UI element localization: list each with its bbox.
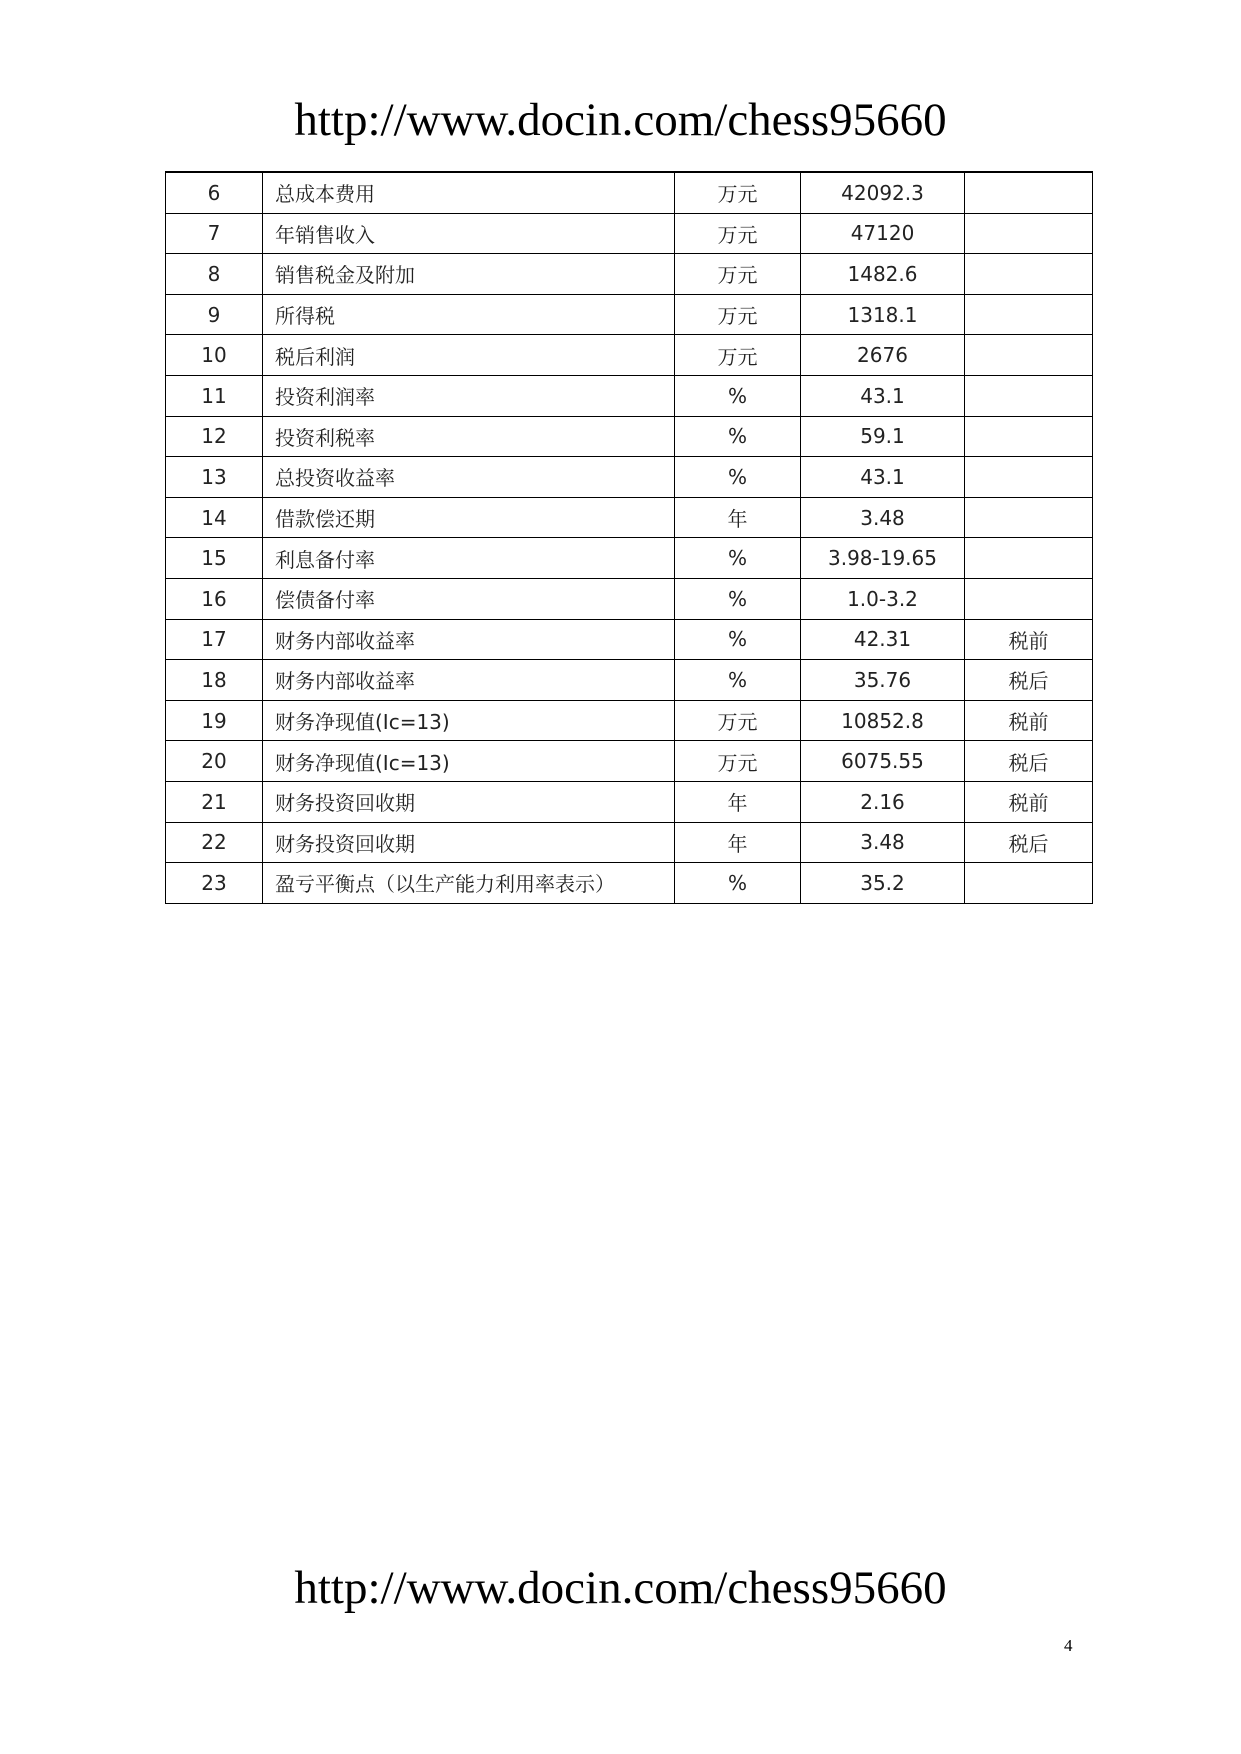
value-cell: 42.31 — [801, 619, 965, 660]
note-cell — [965, 416, 1093, 457]
unit-cell: % — [675, 863, 801, 904]
unit-cell: 年 — [675, 822, 801, 863]
unit-cell: % — [675, 416, 801, 457]
row-number-cell: 13 — [166, 457, 263, 498]
row-number-cell: 18 — [166, 660, 263, 701]
row-number-cell: 20 — [166, 741, 263, 782]
indicator-table — [165, 171, 1093, 904]
unit-cell: 万元 — [675, 335, 801, 376]
note-cell — [965, 578, 1093, 619]
value-cell: 42092.3 — [801, 172, 965, 213]
row-number-cell: 23 — [166, 863, 263, 904]
note-cell — [965, 497, 1093, 538]
item-name-cell: 利息备付率 — [263, 538, 675, 579]
table-row — [166, 294, 1093, 335]
unit-cell: 万元 — [675, 741, 801, 782]
item-name-cell: 财务投资回收期 — [263, 822, 675, 863]
table-row — [166, 741, 1093, 782]
row-number-cell: 8 — [166, 254, 263, 295]
note-cell — [965, 863, 1093, 904]
note-cell: 税后 — [965, 741, 1093, 782]
item-name-cell: 偿债备付率 — [263, 578, 675, 619]
value-cell: 3.98-19.65 — [801, 538, 965, 579]
value-cell: 35.76 — [801, 660, 965, 701]
row-number-cell: 22 — [166, 822, 263, 863]
table-row — [166, 619, 1093, 660]
value-cell: 47120 — [801, 213, 965, 254]
row-number-cell: 7 — [166, 213, 263, 254]
note-cell: 税前 — [965, 700, 1093, 741]
item-name-cell: 销售税金及附加 — [263, 254, 675, 295]
table-row — [166, 497, 1093, 538]
value-cell: 2676 — [801, 335, 965, 376]
item-name-cell: 盈亏平衡点（以生产能力利用率表示） — [263, 863, 675, 904]
table-row — [166, 538, 1093, 579]
table-row — [166, 172, 1093, 213]
row-number-cell: 14 — [166, 497, 263, 538]
item-name-cell: 财务净现值(Ic=13) — [263, 741, 675, 782]
table-row — [166, 578, 1093, 619]
value-cell: 6075.55 — [801, 741, 965, 782]
table-row — [166, 213, 1093, 254]
item-name-cell: 财务净现值(Ic=13) — [263, 700, 675, 741]
item-name-cell: 财务内部收益率 — [263, 660, 675, 701]
value-cell: 43.1 — [801, 375, 965, 416]
unit-cell: 年 — [675, 781, 801, 822]
value-cell: 10852.8 — [801, 700, 965, 741]
unit-cell: % — [675, 619, 801, 660]
unit-cell: % — [675, 578, 801, 619]
row-number-cell: 11 — [166, 375, 263, 416]
note-cell — [965, 172, 1093, 213]
table-row — [166, 822, 1093, 863]
note-cell — [965, 213, 1093, 254]
table-row — [166, 416, 1093, 457]
header-url: http://www.docin.com/chess95660 — [294, 94, 947, 146]
note-cell — [965, 538, 1093, 579]
item-name-cell: 借款偿还期 — [263, 497, 675, 538]
item-name-cell: 总成本费用 — [263, 172, 675, 213]
note-cell: 税前 — [965, 781, 1093, 822]
unit-cell: % — [675, 538, 801, 579]
footer-url: http://www.docin.com/chess95660 — [294, 1562, 947, 1614]
note-cell: 税后 — [965, 822, 1093, 863]
row-number-cell: 17 — [166, 619, 263, 660]
row-number-cell: 10 — [166, 335, 263, 376]
note-cell: 税前 — [965, 619, 1093, 660]
row-number-cell: 16 — [166, 578, 263, 619]
table-row — [166, 375, 1093, 416]
table-row — [166, 254, 1093, 295]
value-cell: 43.1 — [801, 457, 965, 498]
unit-cell: 万元 — [675, 254, 801, 295]
note-cell — [965, 335, 1093, 376]
value-cell: 1318.1 — [801, 294, 965, 335]
row-number-cell: 19 — [166, 700, 263, 741]
row-number-cell: 9 — [166, 294, 263, 335]
value-cell: 3.48 — [801, 497, 965, 538]
unit-cell: 万元 — [675, 213, 801, 254]
item-name-cell: 财务投资回收期 — [263, 781, 675, 822]
table-row — [166, 863, 1093, 904]
page-number: 4 — [1064, 1636, 1073, 1655]
table-row — [166, 660, 1093, 701]
note-cell — [965, 254, 1093, 295]
table-row — [166, 781, 1093, 822]
unit-cell: 万元 — [675, 172, 801, 213]
table-body — [166, 172, 1093, 903]
item-name-cell: 财务内部收益率 — [263, 619, 675, 660]
item-name-cell: 投资利税率 — [263, 416, 675, 457]
unit-cell: % — [675, 457, 801, 498]
row-number-cell: 12 — [166, 416, 263, 457]
row-number-cell: 6 — [166, 172, 263, 213]
note-cell — [965, 294, 1093, 335]
value-cell: 3.48 — [801, 822, 965, 863]
note-cell — [965, 457, 1093, 498]
unit-cell: 万元 — [675, 700, 801, 741]
note-cell: 税后 — [965, 660, 1093, 701]
value-cell: 1.0-3.2 — [801, 578, 965, 619]
value-cell: 2.16 — [801, 781, 965, 822]
unit-cell: 万元 — [675, 294, 801, 335]
unit-cell: % — [675, 660, 801, 701]
unit-cell: 年 — [675, 497, 801, 538]
item-name-cell: 总投资收益率 — [263, 457, 675, 498]
table-row — [166, 457, 1093, 498]
table-row — [166, 700, 1093, 741]
item-name-cell: 所得税 — [263, 294, 675, 335]
value-cell: 1482.6 — [801, 254, 965, 295]
item-name-cell: 税后利润 — [263, 335, 675, 376]
row-number-cell: 15 — [166, 538, 263, 579]
table-row — [166, 335, 1093, 376]
item-name-cell: 投资利润率 — [263, 375, 675, 416]
item-name-cell: 年销售收入 — [263, 213, 675, 254]
note-cell — [965, 375, 1093, 416]
value-cell: 59.1 — [801, 416, 965, 457]
unit-cell: % — [675, 375, 801, 416]
value-cell: 35.2 — [801, 863, 965, 904]
row-number-cell: 21 — [166, 781, 263, 822]
